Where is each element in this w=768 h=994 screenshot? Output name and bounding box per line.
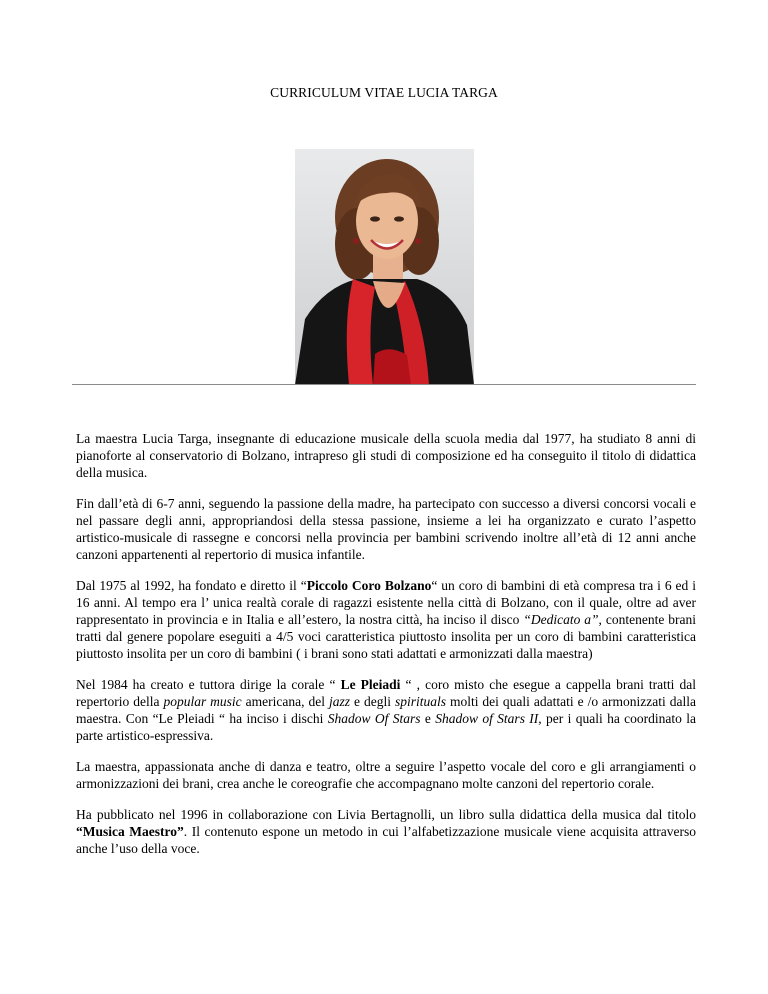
album-title-italic: Shadow of Stars II [435, 711, 539, 726]
genre-italic: jazz [328, 694, 350, 709]
body-text [76, 430, 696, 871]
paragraph-3-text: , contenente brani tratti dal genere popolare eseguiti a 4/5 voci caratteristica piuttosto insolita per un coro di bambini caratteristica piuttosto insolita per un coro di bambini ( i brani sono stati adattati e armonizzati dalla maestra) [76, 612, 696, 661]
genre-italic: spirituals [394, 694, 446, 709]
book-title-bold: “Musica Maestro” [76, 824, 184, 839]
paragraph-1: La maestra Lucia Targa, insegnante di educazione musicale della scuola media dal 1977, ha studiato 8 anni di pianoforte al conservatorio di Bolzano, intrapreso gli studi di composizione ed ha conseguito il titolo di didattica della musica. [76, 431, 696, 480]
paragraph-5: La maestra, appassionata anche di danza e teatro, oltre a seguire l’aspetto vocale del coro e gli arrangiamenti o armonizzazioni dei brani, crea anche le coreografie che accompagnano molte canzoni del repertorio corale. [76, 759, 696, 791]
paragraph-6 [76, 806, 696, 857]
paragraph-2: Fin dall’età di 6-7 anni, seguendo la passione della madre, ha partecipato con successo a diversi concorsi vocali e nel passare degli anni, appropriandosi della stessa passione, insieme a lei ha organizzato e curato l’aspetto artistico-musicale di rassegne e concorsi nella provincia per bambini scrivendo inoltre all’età di 12 anni anche canzoni appartenenti al repertorio di musica infantile. [76, 496, 696, 562]
album-title-italic: “Dedicato a” [523, 612, 599, 627]
paragraph-3 [76, 577, 696, 662]
paragraph-4 [76, 676, 696, 744]
document-title: CURRICULUM VITAE LUCIA TARGA [270, 85, 498, 100]
paragraph-3-text: Dal 1975 al 1992, ha fondato e diretto il “ [76, 578, 307, 593]
paragraph-4-text: americana, del [241, 694, 329, 709]
paragraph-4-text: molti dei quali adattati e /o armonizzati dalla maestra. Con “Le Pleiadi “ ha inciso i dischi [76, 694, 696, 726]
paragraph-4-text: e degli [349, 694, 395, 709]
paragraph-6-text: Ha pubblicato nel 1996 in collaborazione con Livia Bertagnolli, un libro sulla didattica della musica dal titolo [76, 807, 696, 822]
paragraph-3-text: “ un coro di bambini di età compresa tra i 6 ed i 16 anni. Al tempo era l’ unica realtà corale di ragazzi esistente nella città di Bolzano, con il quale, oltre ad aver rappresentato in provincia e in Italia e all’estero, la nostra città, ha inciso il disco [76, 578, 696, 627]
horizontal-divider [72, 384, 696, 385]
choir-name-bold: Piccolo Coro Bolzano [306, 578, 432, 593]
choir-name-bold: Le Pleiadi [340, 677, 401, 692]
portrait-photo-icon [295, 149, 474, 385]
paragraph-4-text: “ , coro misto che esegue a cappella brani tratti dal repertorio della [76, 677, 696, 709]
paragraph-6-text: . Il contenuto espone un metodo in cui l’alfabetizzazione musicale viene acquisita attraverso anche l’uso della voce. [76, 824, 696, 856]
paragraph-4-text: Nel 1984 ha creato e tuttora dirige la corale “ [76, 677, 341, 692]
paragraph-4-text: , per i quali ha coordinato la parte artistico-espressiva. [76, 711, 697, 743]
genre-italic: popular music [163, 694, 242, 709]
portrait-photo [295, 149, 474, 385]
paragraph-4-text: e [420, 711, 436, 726]
album-title-italic: Shadow Of Stars [327, 711, 421, 726]
